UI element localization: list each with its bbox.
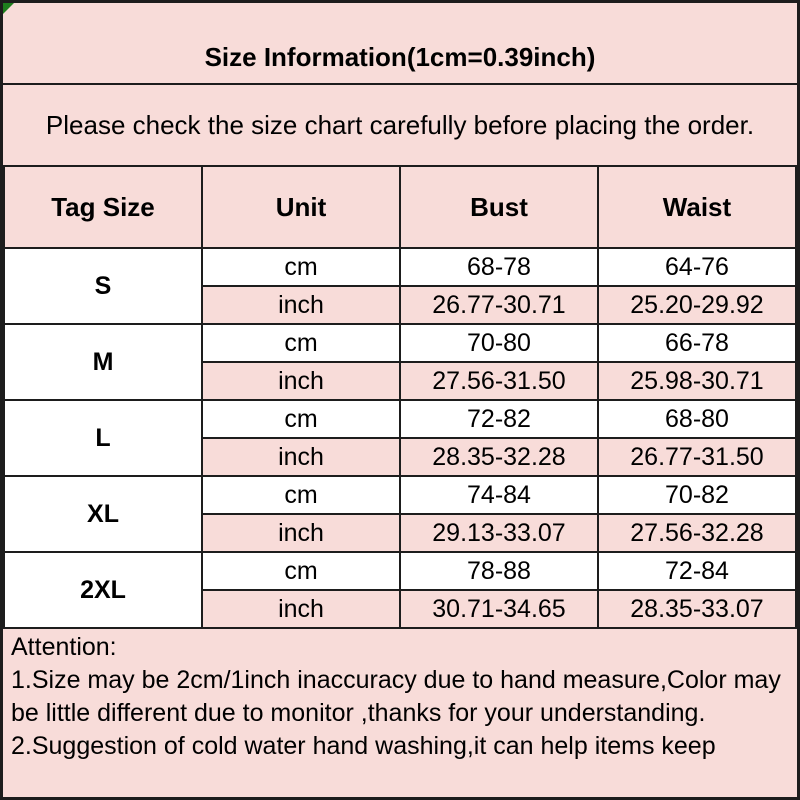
tag-size-cell: L (4, 400, 202, 476)
attention-note-2: 2.Suggestion of cold water hand washing,it can help items keep (11, 732, 716, 760)
bust-value: 26.77-30.71 (400, 286, 598, 324)
unit-cell: cm (202, 552, 400, 590)
unit-cell: inch (202, 514, 400, 552)
col-header-bust: Bust (400, 166, 598, 248)
tag-size-cell: 2XL (4, 552, 202, 628)
tag-size-cell: S (4, 248, 202, 324)
corner-artifact-triangle (3, 3, 14, 14)
unit-cell: inch (202, 438, 400, 476)
table-row (4, 324, 796, 362)
tag-size-cell: XL (4, 476, 202, 552)
waist-value: 72-84 (598, 552, 796, 590)
waist-value: 28.35-33.07 (598, 590, 796, 628)
unit-cell: cm (202, 324, 400, 362)
table-header-row (4, 166, 796, 248)
waist-value: 66-78 (598, 324, 796, 362)
waist-value: 70-82 (598, 476, 796, 514)
bust-value: 28.35-32.28 (400, 438, 598, 476)
waist-value: 27.56-32.28 (598, 514, 796, 552)
attention-note-1: 1.Size may be 2cm/1inch inaccuracy due to hand measure,Color may be little different due to monitor ,thanks for your understanding. (11, 666, 781, 727)
unit-cell: inch (202, 590, 400, 628)
waist-value: 64-76 (598, 248, 796, 286)
table-row (4, 476, 796, 514)
table-row (4, 552, 796, 590)
page-title: Size Information(1cm=0.39inch) (3, 3, 797, 85)
unit-cell: inch (202, 362, 400, 400)
table-row (4, 400, 796, 438)
unit-cell: cm (202, 400, 400, 438)
table-row (4, 248, 796, 286)
waist-value: 26.77-31.50 (598, 438, 796, 476)
waist-value: 68-80 (598, 400, 796, 438)
bust-value: 27.56-31.50 (400, 362, 598, 400)
bust-value: 30.71-34.65 (400, 590, 598, 628)
bust-value: 74-84 (400, 476, 598, 514)
bust-value: 72-82 (400, 400, 598, 438)
waist-value: 25.20-29.92 (598, 286, 796, 324)
col-header-unit: Unit (202, 166, 400, 248)
waist-value: 25.98-30.71 (598, 362, 796, 400)
bust-value: 78-88 (400, 552, 598, 590)
unit-cell: cm (202, 248, 400, 286)
tag-size-cell: M (4, 324, 202, 400)
col-header-tag-size: Tag Size (4, 166, 202, 248)
unit-cell: cm (202, 476, 400, 514)
bust-value: 68-78 (400, 248, 598, 286)
attention-section (3, 629, 797, 800)
size-table (3, 165, 797, 629)
notice-text: Please check the size chart carefully before placing the order. (3, 85, 797, 165)
col-header-waist: Waist (598, 166, 796, 248)
bust-value: 70-80 (400, 324, 598, 362)
attention-heading: Attention: (11, 633, 117, 661)
unit-cell: inch (202, 286, 400, 324)
bust-value: 29.13-33.07 (400, 514, 598, 552)
